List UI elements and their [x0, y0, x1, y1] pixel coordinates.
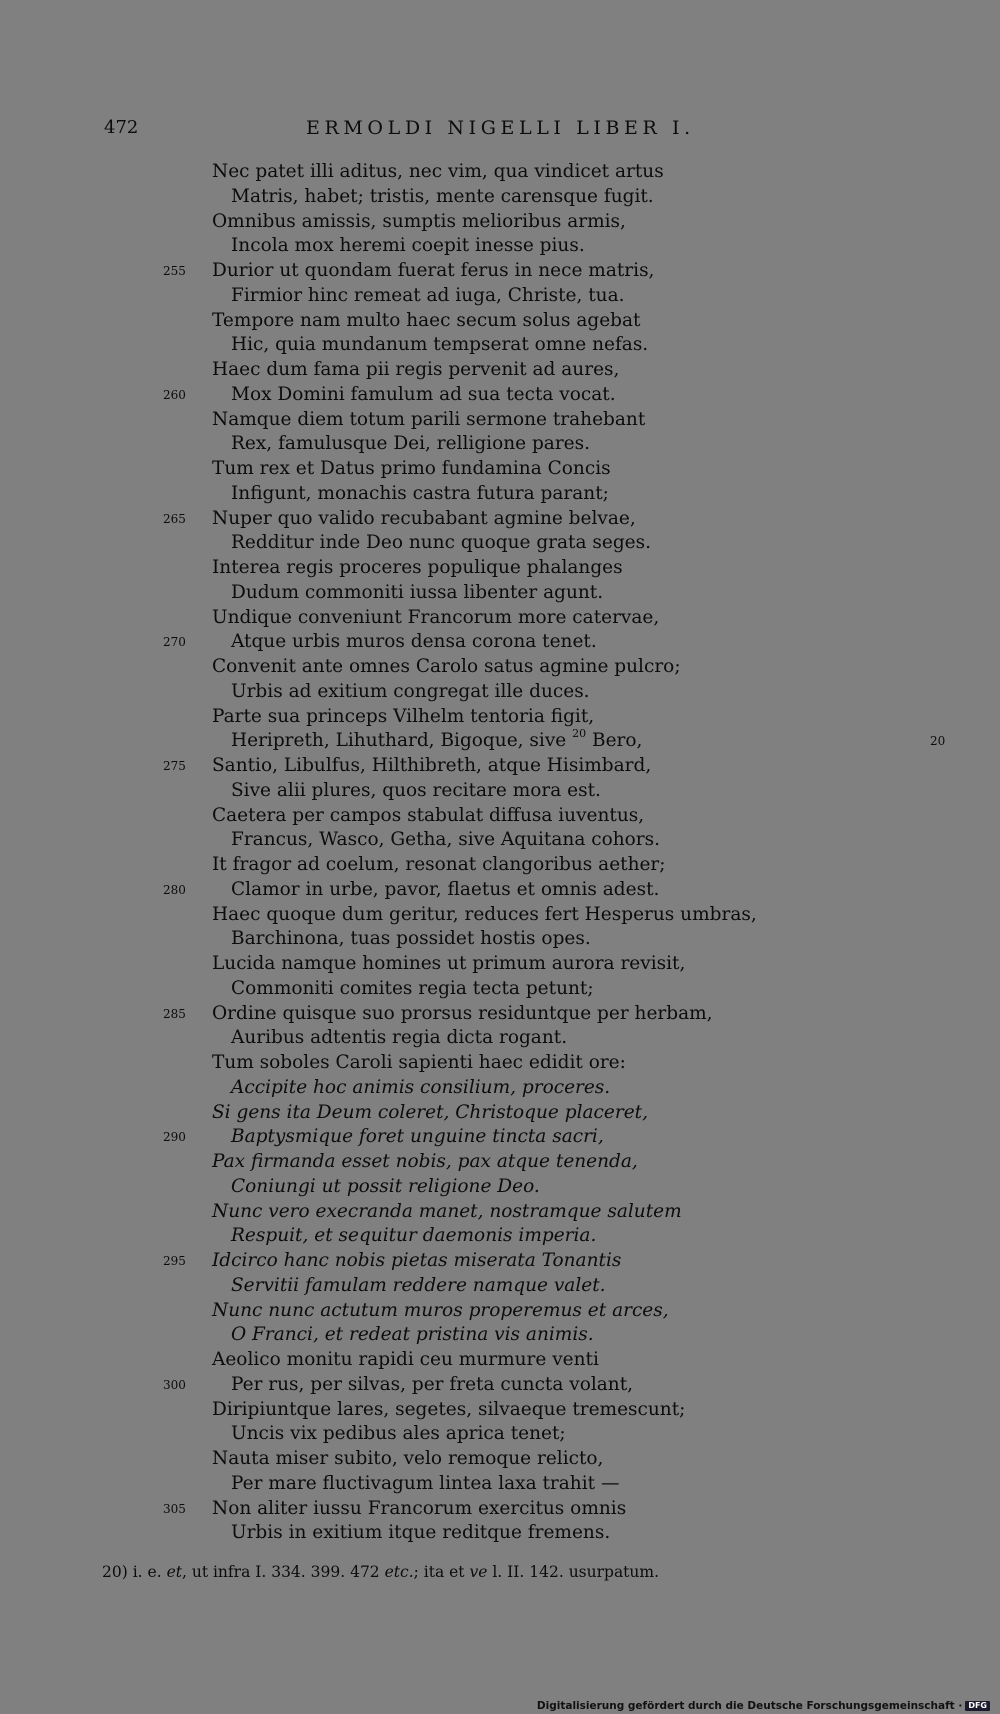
verse-line [0, 531, 1000, 556]
verse-line [0, 234, 1000, 259]
verse-line [0, 878, 1000, 903]
verse-text [231, 1274, 606, 1299]
verse-line [0, 729, 1000, 754]
verse-text [212, 1497, 626, 1522]
verse-text-main: Caetera per campos stabulat diffusa iuventus, [212, 804, 645, 826]
verse-text [231, 680, 590, 705]
verse-line [0, 1323, 1000, 1348]
verse-line [0, 1472, 1000, 1497]
verse-text-main: Matris, habet; tristis, mente carensque fugit. [231, 185, 654, 207]
verse-line [0, 903, 1000, 928]
verse-text-main: Baptysmique foret unguine tincta sacri, [231, 1126, 604, 1148]
verse-text [231, 1323, 594, 1348]
verse-text [212, 1150, 638, 1175]
verse-line [0, 160, 1000, 185]
verse-line [0, 1398, 1000, 1423]
verse-line [0, 705, 1000, 730]
verse-text-main: Atque urbis muros densa corona tenet. [231, 631, 597, 653]
verse-line [0, 1521, 1000, 1546]
verse-text-main: Nauta miser subito, velo remoque relicto, [212, 1448, 604, 1469]
verse-text [212, 556, 623, 581]
verse-text [212, 1200, 682, 1225]
verse-text-main: Haec quoque dum geritur, reduces fert Hesperus umbras, [212, 903, 757, 925]
verse-text-main: Tum rex et Datus primo fundamina Concis [212, 458, 611, 479]
verse-line [0, 1101, 1000, 1126]
verse-text [212, 358, 619, 383]
verse-text-main: Firmior hinc remeat ad iuga, Christe, tua. [231, 284, 625, 306]
verse-line [0, 432, 1000, 457]
verse-line [0, 457, 1000, 482]
verse-text-main: Tum soboles Caroli sapienti haec edidit ore: [212, 1052, 626, 1073]
verse-line [0, 828, 1000, 853]
verse-text-main: Non aliter iussu Francorum exercitus omnis [212, 1497, 627, 1519]
verse-line [0, 1447, 1000, 1472]
verse-line [0, 1299, 1000, 1324]
verse-line [0, 309, 1000, 334]
verse-text-main: Convenit ante omnes Carolo satus agmine pulcro; [212, 656, 681, 677]
verse-line [0, 1224, 1000, 1249]
dfg-logo: DFG [965, 1701, 990, 1711]
verse-text [212, 903, 757, 928]
verse-text-main: Respuit, et sequitur daemonis imperia. [231, 1225, 597, 1247]
page-number: 472 [104, 117, 139, 138]
verse-text [212, 1348, 599, 1373]
verse-line [0, 1249, 1000, 1274]
verse-text-main: Hic, quia mundanum tempserat omne nefas. [231, 334, 649, 356]
verse-text [231, 432, 590, 457]
verse-text [212, 259, 654, 284]
verse-text-main: Rex, famulusque Dei, relligione pares. [231, 433, 590, 455]
verse-text [212, 309, 640, 334]
verse-line [0, 1200, 1000, 1225]
verse-text-main: Francus, Wasco, Getha, sive Aquitana cohors. [231, 829, 660, 851]
verse-text-main: Nec patet illi aditus, nec vim, qua vindicet artus [212, 161, 664, 182]
verse-text-main: Accipite hoc animis consilium, proceres. [231, 1076, 611, 1098]
verse-text-main: Urbis ad exitium congregat ille duces. [231, 680, 590, 702]
verse-text [231, 1125, 604, 1150]
verse-line [0, 383, 1000, 408]
verse-text [212, 1447, 603, 1472]
footnote-number: 20) [102, 1563, 128, 1581]
verse-line [0, 1150, 1000, 1175]
verse-line [0, 952, 1000, 977]
verse-text-main: Pax firmanda esset nobis, pax atque tenenda, [212, 1151, 638, 1172]
verse-text-main: Lucida namque homines ut primum aurora revisit, [212, 953, 686, 974]
verse-text [212, 408, 645, 433]
line-number: 255 [163, 264, 186, 278]
line-number: 275 [163, 759, 186, 773]
verse-text [231, 977, 594, 1002]
verse-text [231, 581, 603, 606]
verse-text-main: O Franci, et redeat pristina vis animis. [231, 1324, 594, 1346]
verse-text-main: Interea regis proceres populique phalanges [212, 557, 623, 578]
verse-text [231, 482, 609, 507]
verse-line [0, 606, 1000, 631]
verse-text [212, 457, 611, 482]
verse-line [0, 482, 1000, 507]
verse-text-main: Uncis vix pedibus ales aprica tenet; [231, 1423, 566, 1445]
verse-text-main: Sive alii plures, quos recitare mora est. [231, 779, 601, 801]
running-title: ERMOLDI NIGELLI LIBER I. [306, 117, 695, 139]
verse-line [0, 284, 1000, 309]
verse-text-main: Urbis in exitium itque reditque fremens. [231, 1522, 611, 1544]
verse-text [212, 1249, 621, 1274]
verse-text [231, 1175, 540, 1200]
verse-line [0, 408, 1000, 433]
verse-text-main: Idcirco hanc nobis pietas miserata Tonantis [212, 1250, 622, 1271]
verse-text-main: Heripreth, Lihuthard, Bigoque, sive [231, 730, 567, 752]
verse-text [231, 333, 648, 358]
margin-note-number: 20 [930, 734, 946, 749]
line-number: 295 [163, 1254, 186, 1268]
verse-line [0, 1026, 1000, 1051]
verse-text [231, 1521, 610, 1546]
verse-text [231, 828, 660, 853]
verse-text-after: Bero, [586, 730, 643, 752]
verse-line [0, 927, 1000, 952]
verse-text-main: Redditur inde Deo nunc quoque grata seges. [231, 532, 651, 554]
verse-text-main: Infigunt, monachis castra futura parant; [231, 482, 609, 504]
verse-text-main: Diripiuntque lares, segetes, silvaeque tremescunt; [212, 1398, 686, 1420]
footnote-20 [102, 1563, 659, 1581]
verse-text-main: Santio, Libulfus, Hilthibreth, atque Hisimbard, [212, 755, 652, 776]
verse-text-main: Durior ut quondam fuerat ferus in nece matris, [212, 260, 655, 281]
verse-text [231, 927, 591, 952]
verse-text [212, 160, 664, 185]
verse-line [0, 1422, 1000, 1447]
verse-text [231, 1076, 610, 1101]
line-number: 270 [163, 635, 186, 650]
verse-text [231, 234, 585, 259]
verse-text-main: Commoniti comites regia tecta petunt; [231, 977, 594, 999]
verse-line [0, 655, 1000, 680]
verse-text-main: Haec dum fama pii regis pervenit ad aures, [212, 359, 620, 380]
verse-text [231, 383, 616, 408]
line-number: 285 [163, 1006, 186, 1021]
verse-text [231, 1026, 567, 1051]
verse-text [212, 1101, 648, 1126]
verse-line [0, 1497, 1000, 1522]
digitization-credit [537, 1700, 990, 1712]
verse-text-main: Nuper quo valido recubabant agmine belvae, [212, 507, 636, 529]
verse-text [212, 754, 651, 779]
verse-text [212, 655, 681, 680]
verse-text [212, 853, 666, 878]
verse-text-main: Incola mox heremi coepit inesse pius. [231, 235, 585, 257]
verse-line [0, 1348, 1000, 1373]
verse-line [0, 259, 1000, 284]
verse-text [231, 1422, 566, 1447]
verse-line [0, 507, 1000, 532]
line-number: 305 [163, 1501, 186, 1516]
verse-text [231, 779, 601, 804]
verse-text-main: Nunc vero execranda manet, nostramque salutem [212, 1200, 682, 1222]
verse-line [0, 358, 1000, 383]
verse-text-main: Per mare fluctivagum lintea laxa trahit — [231, 1472, 620, 1494]
verse-text [231, 1472, 619, 1497]
verse-text-main: Namque diem totum parili sermone trahebant [212, 408, 646, 430]
verse-text-main: Undique conveniunt Francorum more catervae, [212, 606, 660, 628]
verse-text-main: Coniungi ut possit religione Deo. [231, 1175, 540, 1197]
verse-line [0, 779, 1000, 804]
verse-block [0, 160, 1000, 1546]
verse-text [212, 705, 594, 730]
footnote-part1: , ut infra I. 334. 399. 472 [181, 1563, 380, 1581]
verse-text [231, 1373, 633, 1398]
verse-text-main: Mox Domini famulum ad sua tecta vocat. [231, 383, 616, 405]
verse-text-main: Si gens ita Deum coleret, Christoque placeret, [212, 1101, 648, 1123]
verse-text-main: Barchinona, tuas possidet hostis opes. [231, 928, 591, 950]
footnote-mark: 20 [572, 727, 587, 741]
verse-line [0, 630, 1000, 655]
verse-line [0, 1051, 1000, 1076]
verse-text-main: Auribus adtentis regia dicta rogant. [231, 1027, 568, 1049]
verse-line [0, 210, 1000, 235]
verse-line [0, 556, 1000, 581]
verse-text [212, 952, 685, 977]
verse-text [231, 630, 597, 655]
verse-line [0, 1175, 1000, 1200]
verse-line [0, 581, 1000, 606]
verse-line [0, 1125, 1000, 1150]
verse-text-main: Tempore nam multo haec secum solus agebat [212, 309, 641, 331]
footnote-ve: ve [469, 1563, 488, 1581]
line-number: 260 [163, 387, 186, 402]
verse-text [231, 185, 654, 210]
verse-line [0, 680, 1000, 705]
footnote-etc: etc. [384, 1563, 414, 1581]
verse-line [0, 853, 1000, 878]
line-number: 290 [163, 1130, 186, 1145]
verse-line [0, 185, 1000, 210]
verse-line [0, 1076, 1000, 1101]
verse-line [0, 977, 1000, 1002]
verse-text [212, 1299, 669, 1324]
verse-text [212, 507, 636, 532]
verse-text-main: Omnibus amissis, sumptis melioribus armis, [212, 210, 626, 232]
verse-text-main: Nunc nunc actutum muros properemus et arces, [212, 1299, 669, 1321]
footnote-part3: l. II. 142. usurpatum. [492, 1563, 660, 1581]
verse-text [212, 804, 644, 829]
verse-text-main: Dudum commoniti iussa libenter agunt. [231, 581, 604, 603]
verse-line [0, 1002, 1000, 1027]
verse-text [212, 1002, 713, 1027]
verse-text [231, 1224, 596, 1249]
footnote-part2: ; ita et [413, 1563, 465, 1581]
verse-text-main: Parte sua princeps Vilhelm tentoria figit, [212, 705, 595, 727]
credit-text: Digitalisierung gefördert durch die Deutsche Forschungsgemeinschaft · [536, 1700, 963, 1712]
verse-text-main: Clamor in urbe, pavor, flaetus et omnis adest. [231, 878, 660, 900]
footnote-et: et [166, 1563, 182, 1581]
line-number: 265 [163, 511, 186, 526]
verse-text [212, 210, 626, 235]
footnote-ie: i. e. [132, 1563, 162, 1581]
verse-line [0, 804, 1000, 829]
verse-text [212, 1051, 626, 1076]
verse-text-main: Ordine quisque suo prorsus residuntque per herbam, [212, 1002, 713, 1024]
verse-line [0, 754, 1000, 779]
verse-text [231, 284, 624, 309]
verse-line [0, 1373, 1000, 1398]
verse-text [231, 878, 659, 903]
verse-text-main: Servitii famulam reddere namque valet. [231, 1274, 606, 1296]
verse-text-main: Per rus, per silvas, per freta cuncta volant, [231, 1373, 634, 1395]
verse-text [212, 1398, 685, 1423]
verse-line [0, 1274, 1000, 1299]
verse-text [212, 606, 659, 631]
line-number: 280 [163, 882, 186, 897]
verse-text-main: Aeolico monitu rapidi ceu murmure venti [212, 1349, 599, 1370]
verse-text [231, 531, 651, 556]
verse-text-main: It fragor ad coelum, resonat clangoribus aether; [212, 854, 666, 875]
verse-line [0, 333, 1000, 358]
line-number: 300 [163, 1377, 186, 1392]
verse-text [231, 729, 642, 754]
